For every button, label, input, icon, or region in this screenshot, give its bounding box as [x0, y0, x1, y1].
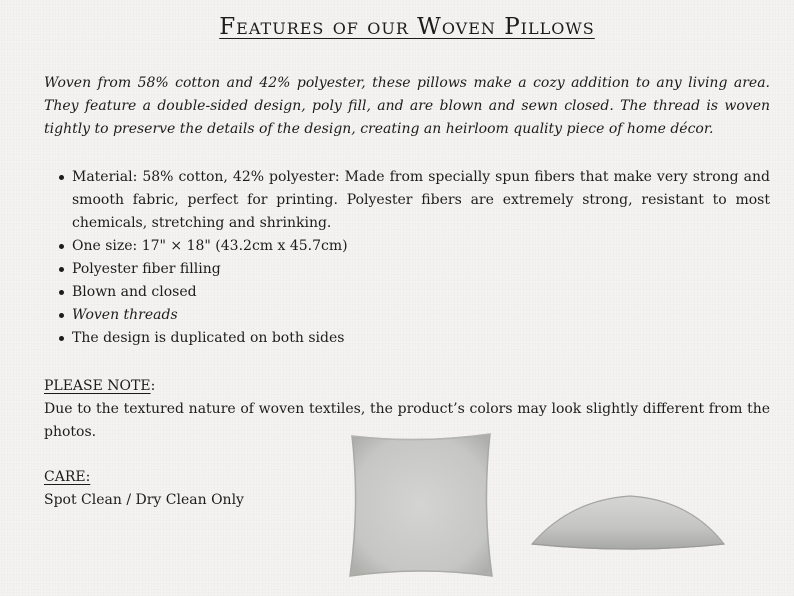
note-heading-label: PLEASE NOTE [44, 378, 151, 394]
list-item [72, 327, 770, 350]
care-heading: CARE: [44, 469, 91, 485]
features-list [72, 166, 770, 350]
feature-text: The design is duplicated on both sides [72, 330, 345, 346]
list-item [72, 258, 770, 281]
note-heading-colon: : [150, 378, 156, 394]
care-text: Spot Clean / Dry Clean Only [44, 492, 244, 508]
feature-text: Blown and closed [72, 284, 197, 300]
list-item [72, 166, 770, 235]
intro-paragraph: Woven from 58% cotton and 42% polyester, these pillows make a cozy addition to any living area. They feature a double-sided design, poly fill, and are blown and sewn closed. The thread is woven tightly to preserve the details of the design, creating an heirloom quality piece of home décor. [44, 75, 770, 137]
feature-text: Material: 58% cotton, 42% polyester: Made from specially spun fibers that make very strong and smooth fabric, perfect for printing. Polyester fibers are extremely strong, resistant to most chemicals, stretching and shrinking. [72, 169, 770, 231]
bullet-icon [59, 336, 64, 341]
page-title: Features of our Woven Pillows [219, 14, 595, 40]
note-heading [44, 375, 155, 397]
bullet-icon [59, 313, 64, 318]
list-item [72, 235, 770, 258]
bullet-icon [59, 244, 64, 249]
list-item [72, 304, 770, 327]
bullet-icon [59, 267, 64, 272]
pillow-side-image [530, 494, 726, 558]
feature-text: One size: 17" × 18" (43.2cm x 45.7cm) [72, 238, 348, 254]
feature-text: Polyester fiber filling [72, 261, 221, 277]
note-text: Due to the textured nature of woven textiles, the product’s colors may look slightly different from the photos. [44, 401, 770, 440]
feature-text: Woven threads [72, 307, 178, 323]
bullet-icon [59, 175, 64, 180]
list-item [72, 281, 770, 304]
pillow-front-image [346, 430, 496, 580]
bullet-icon [59, 290, 64, 295]
